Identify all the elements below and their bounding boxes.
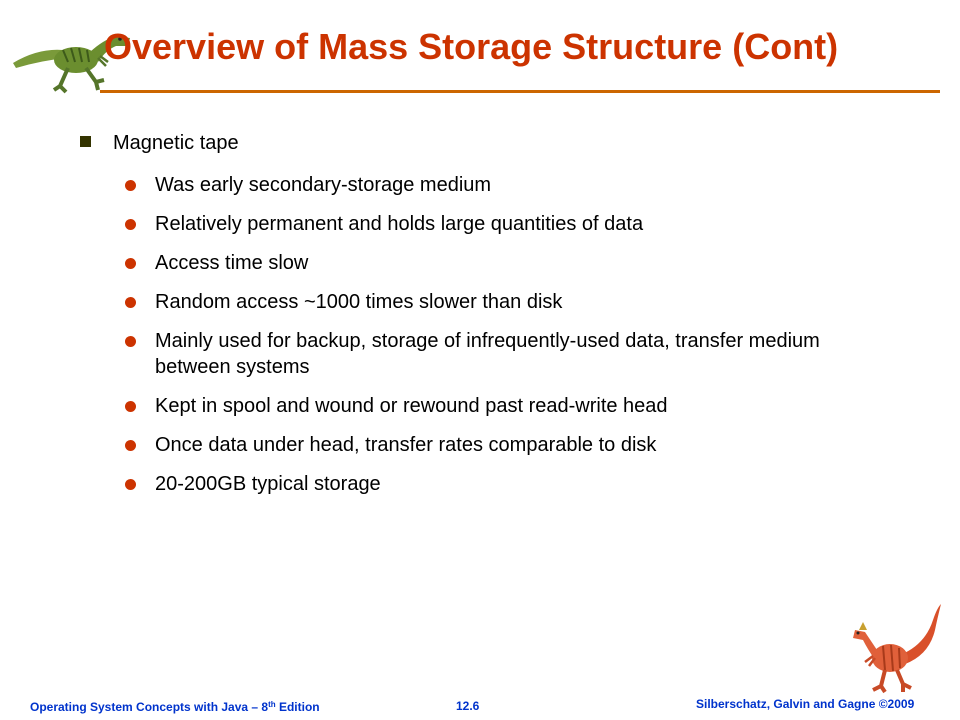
square-bullet-icon <box>80 136 91 147</box>
red-dinosaur-icon <box>845 600 945 695</box>
round-bullet-icon <box>125 297 136 308</box>
round-bullet-icon <box>125 180 136 191</box>
list-item-text: Once data under head, transfer rates comparable to disk <box>155 434 657 456</box>
list-item <box>125 172 865 198</box>
list-item <box>125 250 865 276</box>
page-number: 12.6 <box>456 699 480 713</box>
footer-course-sup: th <box>268 700 276 709</box>
footer-copyright: Silberschatz, Galvin and Gagne ©2009 <box>696 697 915 711</box>
round-bullet-icon <box>125 336 136 347</box>
list-item <box>125 328 865 380</box>
list-item <box>125 393 865 419</box>
list-item-text: Kept in spool and wound or rewound past read-write head <box>155 395 668 417</box>
list-item <box>125 471 865 497</box>
list-item-text: Access time slow <box>155 252 309 274</box>
footer-course-prefix: Operating System Concepts with Java – 8 <box>30 700 269 714</box>
list-item <box>125 289 865 315</box>
footer-course-title <box>30 700 320 714</box>
round-bullet-icon <box>125 258 136 269</box>
round-bullet-icon <box>125 479 136 490</box>
title-underline <box>100 90 940 93</box>
main-bullet-text: Magnetic tape <box>113 132 239 154</box>
round-bullet-icon <box>125 440 136 451</box>
round-bullet-icon <box>125 219 136 230</box>
main-bullet <box>80 132 239 155</box>
sub-bullet-list <box>125 172 865 510</box>
list-item <box>125 432 865 458</box>
list-item-text: 20-200GB typical storage <box>155 473 381 495</box>
list-item-text: Mainly used for backup, storage of infrequently-used data, transfer medium between systems <box>155 330 820 378</box>
list-item <box>125 211 865 237</box>
list-item-text: Relatively permanent and holds large quantities of data <box>155 213 644 235</box>
slide-title: Overview of Mass Storage Structure (Cont) <box>104 26 839 67</box>
list-item-text: Was early secondary-storage medium <box>155 174 492 196</box>
list-item-text: Random access ~1000 times slower than disk <box>155 291 563 313</box>
round-bullet-icon <box>125 401 136 412</box>
footer-course-suffix: Edition <box>275 700 320 714</box>
